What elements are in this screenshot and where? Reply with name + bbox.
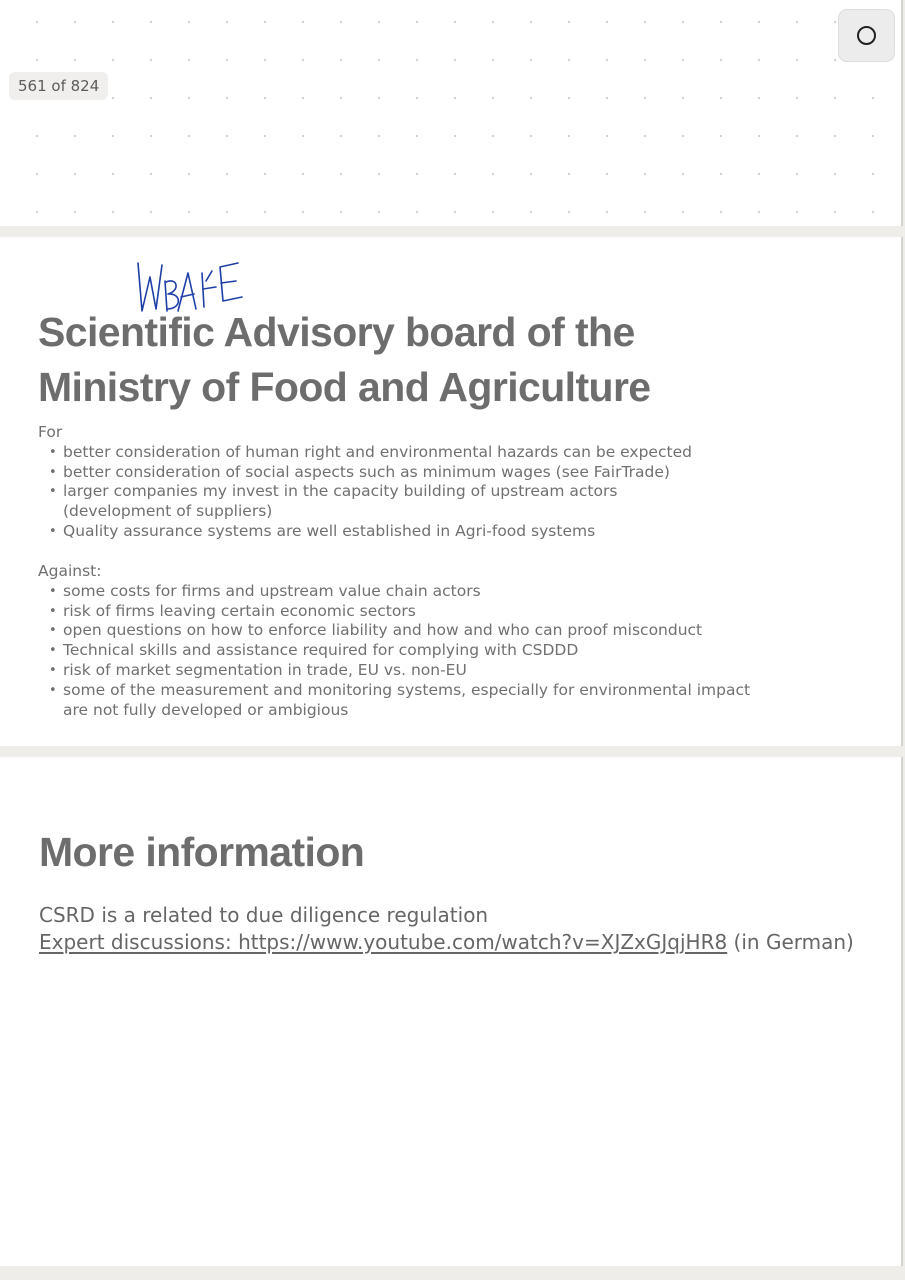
against-list (38, 582, 858, 721)
circle-button[interactable] (838, 9, 895, 62)
more-information-body (39, 902, 859, 955)
page-counter: 561 of 824 (9, 72, 108, 100)
csrd-note: CSRD is a related to due diligence regulation (39, 903, 489, 927)
expert-discussions-link[interactable]: Expert discussions: https://www.youtube.com/watch?v=XJZxGJqjHR8 (39, 929, 728, 954)
against-section (38, 562, 858, 720)
for-section (38, 423, 858, 542)
more-information-title: More information (39, 829, 365, 875)
more-information-page (0, 757, 903, 1266)
against-item: • risk of market segmentation in trade, EU vs. non-EU (38, 661, 858, 681)
against-item: • open questions on how to enforce liability and how and who can proof misconduct (38, 621, 858, 641)
slide-title (38, 305, 858, 415)
slide-title-line-1: Scientific Advisory board of the (38, 309, 635, 355)
expert-discussions-paragraph (39, 929, 859, 956)
for-item: • Quality assurance systems are well established in Agri-food systems (38, 522, 858, 542)
language-note: (in German) (727, 929, 854, 954)
against-item: • some of the measurement and monitoring systems, especially for environmental impact are not fully developed or ambigious (38, 681, 763, 721)
against-label: Against: (38, 562, 102, 580)
against-item: • some costs for firms and upstream value chain actors (38, 582, 858, 602)
slide-title-line-2: Ministry of Food and Agriculture (38, 364, 651, 410)
slide-page (0, 237, 903, 746)
circle-icon (857, 26, 876, 45)
for-item: • better consideration of social aspects such as minimum wages (see FairTrade) (38, 463, 858, 483)
against-item: • risk of firms leaving certain economic sectors (38, 602, 858, 622)
previous-page (0, 0, 903, 226)
against-item: • Technical skills and assistance required for complying with CSDDD (38, 641, 858, 661)
for-label: For (38, 423, 63, 441)
for-item: • larger companies my invest in the capacity building of upstream actors (development of suppliers) (38, 482, 673, 522)
for-item: • better consideration of human right and environmental hazards can be expected (38, 443, 858, 463)
for-list (38, 443, 858, 542)
